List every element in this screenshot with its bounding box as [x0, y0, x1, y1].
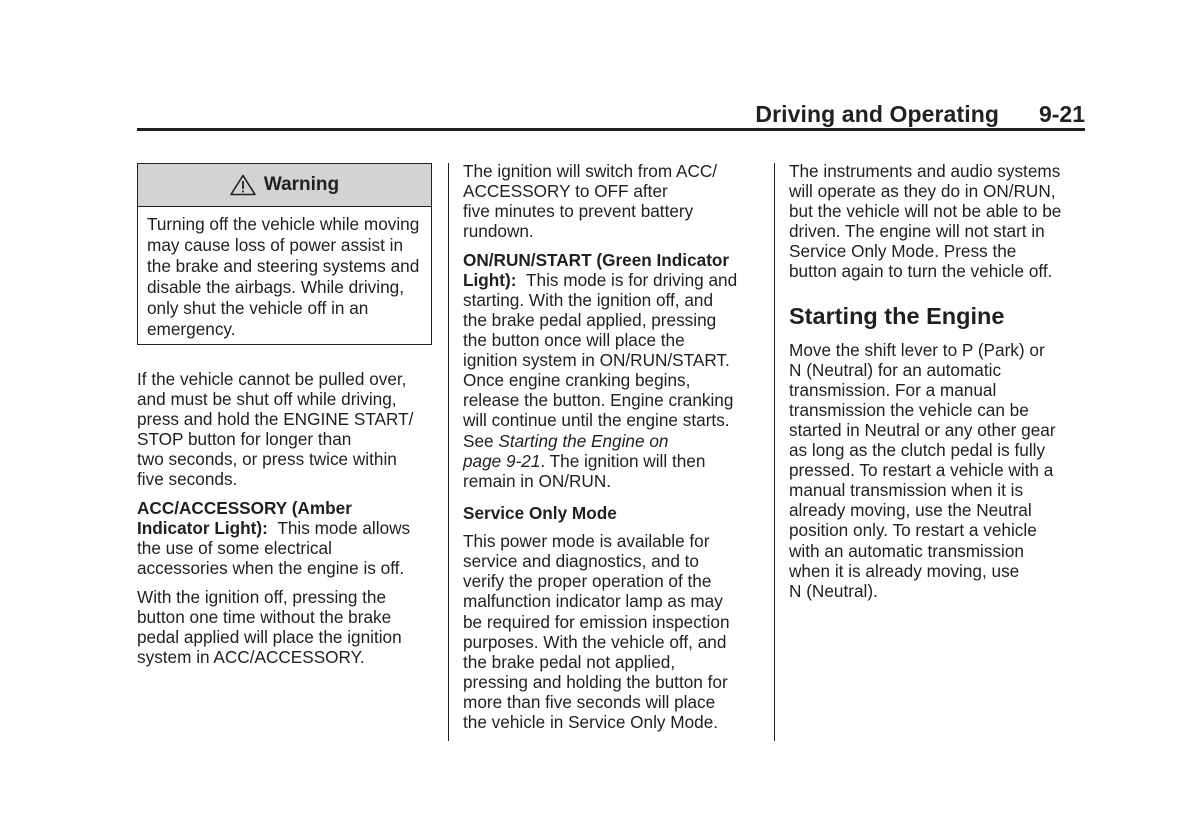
- column-divider-2: [774, 163, 775, 741]
- cross-reference-page[interactable]: page 9-21: [463, 450, 541, 471]
- paragraph-shift-lever: Move the shift lever to P (Park) or N (Neutral) for an automatic transmission. For a manual transmission the vehicle can be started in Neutral or any other gear as long as the clutch pedal is fully pressed. To restart a vehicle with a manual transmission when it is already moving, use the Neutral position only. To restart a vehicle with an automatic transmission when it is already moving, use N (Neutral).: [789, 339, 1056, 601]
- warning-text: Turning off the vehicle while moving may cause loss of power assist in the brake and steering systems and disable the airbags. While driving, only shut the vehicle off in an emergency.: [147, 214, 420, 339]
- acc-heading-line2: Indicator Light):: [137, 517, 268, 538]
- paragraph-acc-timeout: The ignition will switch from ACC/ ACCESSORY to OFF after five minutes to prevent battery rundown.: [463, 161, 718, 242]
- paragraph-ignition-off: With the ignition off, pressing the button one time without the brake pedal applied will place the ignition system in ACC/ACCESSORY.: [137, 586, 402, 667]
- column-2: [463, 161, 763, 740]
- starting-engine-heading: Starting the Engine: [789, 302, 1005, 329]
- on-run-start-heading: ON/RUN/START (Green Indicator: [463, 249, 730, 270]
- warning-header: [138, 164, 431, 207]
- paragraph-instruments: The instruments and audio systems will operate as they do in ON/RUN, but the vehicle will not be able to be driven. The engine will not start in Service Only Mode. Press the button again to turn the vehicle off.: [789, 161, 1062, 282]
- section-title: Driving and Operating: [755, 101, 999, 127]
- on-run-start-heading-line2: Light):: [463, 269, 517, 290]
- warning-title: Warning: [263, 174, 340, 195]
- column-3: [789, 161, 1089, 609]
- acc-heading: ACC/ACCESSORY (Amber: [137, 497, 352, 518]
- column-1: [137, 369, 437, 675]
- warning-box: [137, 163, 432, 345]
- cross-reference-link[interactable]: Starting the Engine on: [498, 430, 669, 451]
- paragraph-acc-mode: ACC/ACCESSORY (Amber Indicator Light): This mode allows the use of some electrical accessories when the engine is off.: [137, 497, 411, 579]
- header-rule: [137, 128, 1085, 131]
- service-only-heading: Service Only Mode: [463, 502, 617, 523]
- paragraph-service-only: This power mode is available for service and diagnostics, and to verify the proper operation of the malfunction indicator lamp as may be required for emission inspection purposes. With the vehicle off, and the brake pedal not applied, pressing and holding the button for more than five seconds will place the vehicle in Service Only Mode.: [463, 531, 730, 733]
- column-divider-1: [448, 163, 449, 741]
- warning-triangle-icon: [230, 174, 256, 196]
- paragraph-on-run-start: ON/RUN/START (Green Indicator Light): This mode is for driving and starting. With the ignition off, and the brake pedal applied, pressing the button once will place the ignition system in ON/RUN/START. Once engine cranking begins, release the button. Engine cranking will continue until the engine starts. See Starting the Engine on page 9-21. The ignition will then remain in ON/RUN.: [463, 249, 738, 491]
- paragraph-pull-over: If the vehicle cannot be pulled over, and must be shut off while driving, press and hold the ENGINE START/ STOP button for longer than two seconds, or press twice within five seconds.: [137, 369, 414, 490]
- page-header: [137, 100, 1085, 130]
- page-number: 9-21: [1038, 101, 1085, 127]
